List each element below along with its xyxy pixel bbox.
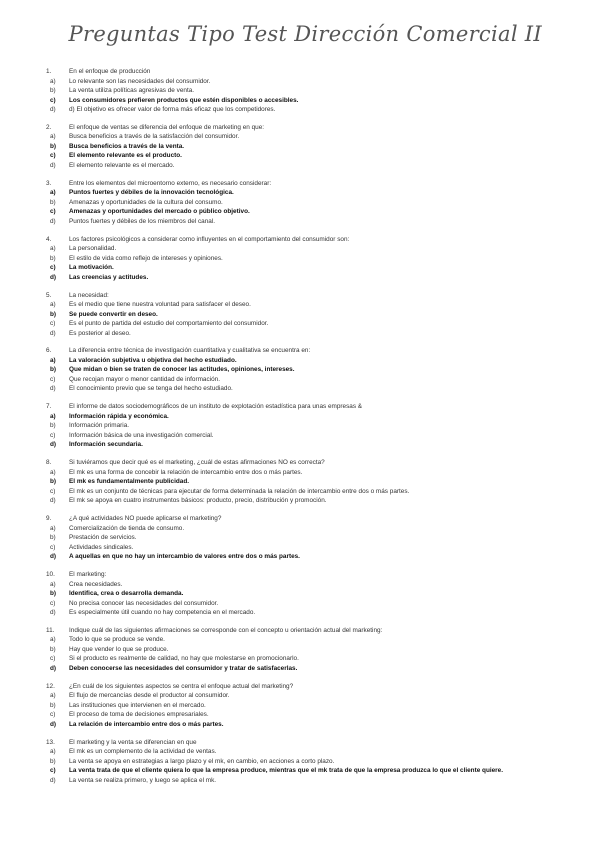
question-block xyxy=(46,738,588,786)
option-letter: a) xyxy=(50,301,56,309)
question-line xyxy=(46,123,588,133)
option-letter: b) xyxy=(50,198,56,206)
question-block xyxy=(46,67,588,115)
question-block xyxy=(46,235,588,283)
answer-option xyxy=(46,77,588,87)
question-block xyxy=(46,123,588,171)
option-letter: b) xyxy=(50,590,57,598)
option-text: Las instituciones que intervienen en el mercado. xyxy=(69,701,206,709)
option-text: Es el punto de partida del estudio del comportamiento del consumidor. xyxy=(69,320,269,328)
option-text: Información rápida y económica. xyxy=(69,412,169,420)
answer-option-correct xyxy=(46,412,588,422)
option-letter: a) xyxy=(50,77,56,85)
question-block xyxy=(46,682,588,730)
option-text: d) El objetivo es ofrecer valor de forma más eficaz que los competidores. xyxy=(69,106,276,113)
option-text: La venta utiliza políticas agresivas de venta. xyxy=(69,87,195,94)
question-line xyxy=(46,458,588,468)
option-letter: c) xyxy=(50,599,56,607)
question-line xyxy=(46,291,588,301)
option-text: El mk es fundamentalmente publicidad. xyxy=(69,478,190,486)
question-line xyxy=(46,514,588,524)
answer-option xyxy=(46,645,588,655)
answer-option xyxy=(46,496,588,506)
option-text: El estilo de vida como reflejo de intereses y opiniones. xyxy=(69,254,223,262)
option-letter: d) xyxy=(50,161,56,169)
question-line xyxy=(46,682,588,692)
option-text: Es el medio que tiene nuestra voluntad para satisfacer el deseo. xyxy=(69,301,251,309)
option-letter: d) xyxy=(50,441,57,449)
question-text: Entre los elementos del microentorno externo, es necesario considerar: xyxy=(69,179,272,187)
option-text: El mk es un complemento de la actividad de ventas. xyxy=(69,748,217,756)
option-letter: b) xyxy=(50,422,56,430)
answer-option xyxy=(46,608,588,618)
option-letter: d) xyxy=(50,497,56,505)
answer-option-correct xyxy=(46,766,588,776)
question-number: 9. xyxy=(46,515,52,523)
option-text: Que midan o bien se traten de conocer las actitudes, opiniones, intereses. xyxy=(69,366,295,374)
answer-option xyxy=(46,776,588,786)
question-line xyxy=(46,67,588,77)
option-text: Busca beneficios a través de la venta. xyxy=(69,142,185,150)
option-letter: c) xyxy=(50,487,56,495)
answer-option xyxy=(46,217,588,227)
answer-option-correct xyxy=(46,664,588,674)
option-text: Busca beneficios a través de la satisfacción del consumidor. xyxy=(69,133,240,141)
answer-option xyxy=(46,487,588,497)
option-text: La venta trata de que el cliente quiera lo que la empresa produce, mientras que el mk trata de que la empresa produzca lo que el cliente quiere. xyxy=(69,767,503,775)
option-text: Se puede convertir en deseo. xyxy=(69,310,158,318)
option-text: Puntos fuertes y débiles de los miembros del canal. xyxy=(69,217,215,225)
answer-option-correct xyxy=(46,310,588,320)
option-letter: a) xyxy=(50,412,56,420)
option-text: Todo lo que se produce se vende. xyxy=(69,636,165,644)
answer-option xyxy=(46,654,588,664)
option-text: Las creencias y actitudes. xyxy=(69,273,149,281)
option-letter: c) xyxy=(50,96,56,104)
answer-option xyxy=(46,244,588,254)
question-line xyxy=(46,402,588,412)
answer-option xyxy=(46,86,588,96)
question-number: 8. xyxy=(46,459,52,467)
answer-option-correct xyxy=(46,589,588,599)
question-number: 2. xyxy=(46,123,52,131)
question-block xyxy=(46,346,588,394)
option-text: Si el producto es realmente de calidad, no hay que molestarse en promocionarlo. xyxy=(69,655,299,663)
answer-option xyxy=(46,533,588,543)
question-number: 10. xyxy=(46,571,55,579)
question-text: En el enfoque de producción xyxy=(69,68,151,75)
option-text: Lo relevante son las necesidades del consumidor. xyxy=(69,77,211,85)
option-letter: a) xyxy=(50,468,56,476)
question-block xyxy=(46,291,588,339)
option-letter: a) xyxy=(50,748,56,756)
option-text: La venta se apoya en estrategias a largo plazo y el mk, en cambio, en acciones a corto plazo. xyxy=(69,757,335,765)
option-letter: b) xyxy=(50,254,56,262)
answer-option xyxy=(46,710,588,720)
option-text: Crea necesidades. xyxy=(69,580,123,588)
answer-option-correct xyxy=(46,273,588,283)
question-text: ¿En cuál de los siguientes aspectos se centra el enfoque actual del marketing? xyxy=(69,682,294,690)
answer-option xyxy=(46,384,588,394)
option-letter: d) xyxy=(50,329,56,337)
option-text: Información secundaria. xyxy=(69,441,143,449)
answer-option xyxy=(46,132,588,142)
option-text: Información primaria. xyxy=(69,422,130,430)
answer-option xyxy=(46,635,588,645)
option-letter: d) xyxy=(50,664,57,672)
option-text: A aquellas en que no hay un intercambio de valores entre dos o más partes. xyxy=(69,553,300,561)
answer-option-correct xyxy=(46,263,588,273)
option-letter: c) xyxy=(50,208,56,216)
question-number: 12. xyxy=(46,682,55,690)
answer-option-correct xyxy=(46,477,588,487)
answer-option xyxy=(46,747,588,757)
question-block xyxy=(46,570,588,618)
answer-option-correct xyxy=(46,552,588,562)
question-number: 1. xyxy=(46,68,52,75)
question-text: Si tuviéramos que decir qué es el marketing, ¿cuál de estas afirmaciones NO es correcta? xyxy=(69,459,325,467)
option-letter: d) xyxy=(50,273,57,281)
option-text: El elemento relevante es el producto. xyxy=(69,152,182,160)
question-block xyxy=(46,458,588,506)
option-text: El mk es un conjunto de técnicas para ejecutar de forma determinada la relación de intercambio entre dos o más partes. xyxy=(69,487,410,495)
option-letter: d) xyxy=(50,385,56,393)
answer-option xyxy=(46,431,588,441)
answer-option xyxy=(46,701,588,711)
option-text: La venta se realiza primero, y luego se aplica el mk. xyxy=(69,776,217,784)
option-text: No precisa conocer las necesidades del consumidor. xyxy=(69,599,219,607)
option-text: La relación de intercambio entre dos o más partes. xyxy=(69,720,224,728)
option-letter: b) xyxy=(50,757,56,765)
question-text: El informe de datos sociodemográficos de un instituto de explotación estadística para unas empresas & xyxy=(69,403,363,411)
answer-option-correct xyxy=(46,356,588,366)
answer-option-correct xyxy=(46,188,588,198)
option-letter: a) xyxy=(50,524,56,532)
option-letter: c) xyxy=(50,767,56,775)
option-letter: c) xyxy=(50,152,56,160)
answer-option xyxy=(46,300,588,310)
question-text: La diferencia entre técnica de investigación cuantitativa y cualitativa se encuentra en: xyxy=(69,347,311,355)
answer-option xyxy=(46,468,588,478)
question-line xyxy=(46,235,588,245)
question-text: La necesidad: xyxy=(69,291,109,299)
option-letter: c) xyxy=(50,543,56,551)
option-letter: d) xyxy=(50,776,56,784)
option-letter: b) xyxy=(50,87,56,94)
option-text: La valoración subjetiva u objetiva del hecho estudiado. xyxy=(69,356,237,364)
option-text: El elemento relevante es el mercado. xyxy=(69,161,175,169)
question-text: El marketing y la venta se diferencian en que xyxy=(69,738,197,746)
answer-option-correct xyxy=(46,207,588,217)
answer-option-correct xyxy=(46,365,588,375)
option-letter: c) xyxy=(50,431,56,439)
answer-option xyxy=(46,543,588,553)
option-text: El mk se apoya en cuatro instrumentos básicos: producto, precio, distribución y promoción. xyxy=(69,497,327,505)
option-text: El flujo de mercancías desde el productor al consumidor. xyxy=(69,692,230,700)
option-letter: a) xyxy=(50,189,56,197)
option-letter: a) xyxy=(50,580,56,588)
option-text: Es posterior al deseo. xyxy=(69,329,131,337)
option-letter: c) xyxy=(50,655,56,663)
answer-option xyxy=(46,375,588,385)
option-text: Información básica de una investigación comercial. xyxy=(69,431,214,439)
option-letter: a) xyxy=(50,133,56,141)
option-text: El proceso de toma de decisiones empresariales. xyxy=(69,711,209,719)
option-text: Identifica, crea o desarrolla demanda. xyxy=(69,590,184,598)
option-text: Deben conocerse las necesidades del consumidor y tratar de satisfacerlas. xyxy=(69,664,298,672)
option-text: Comercialización de tienda de consumo. xyxy=(69,524,185,532)
option-letter: a) xyxy=(50,356,56,364)
answer-option xyxy=(46,254,588,264)
option-text: Actividades sindicales. xyxy=(69,543,134,551)
option-text: Amenazas y oportunidades de la cultura del consumo. xyxy=(69,198,223,206)
question-text: Los factores psicológicos a considerar como influyentes en el comportamiento del consumidor son: xyxy=(69,235,350,243)
option-letter: b) xyxy=(50,366,57,374)
question-line xyxy=(46,179,588,189)
option-text: El conocimiento previo que se tenga del hecho estudiado. xyxy=(69,385,233,393)
option-text: La motivación. xyxy=(69,264,114,272)
option-letter: d) xyxy=(50,720,57,728)
question-block xyxy=(46,402,588,450)
page-title: Preguntas Tipo Test Dirección Comercial II xyxy=(68,22,542,46)
option-letter: b) xyxy=(50,645,56,653)
question-block xyxy=(46,514,588,562)
answer-option xyxy=(46,161,588,171)
question-number: 13. xyxy=(46,738,55,746)
answer-option xyxy=(46,421,588,431)
answer-option-correct xyxy=(46,96,588,106)
option-letter: b) xyxy=(50,701,56,709)
answer-option-correct xyxy=(46,151,588,161)
option-text: La personalidad. xyxy=(69,245,117,253)
answer-option xyxy=(46,580,588,590)
question-line xyxy=(46,626,588,636)
question-text: ¿A qué actividades NO puede aplicarse el marketing? xyxy=(69,515,222,523)
option-text: Los consumidores prefieren productos que estén disponibles o accesibles. xyxy=(69,96,299,104)
answer-option-correct xyxy=(46,142,588,152)
option-letter: d) xyxy=(50,106,56,113)
option-text: Hay que vender lo que se produce. xyxy=(69,645,169,653)
question-number: 3. xyxy=(46,179,52,187)
question-line xyxy=(46,738,588,748)
question-list xyxy=(46,67,588,794)
question-number: 11. xyxy=(46,626,55,634)
option-letter: d) xyxy=(50,217,56,225)
answer-option xyxy=(46,198,588,208)
answer-option xyxy=(46,105,588,115)
option-text: Es especialmente útil cuando no hay competencia en el mercado. xyxy=(69,609,256,617)
answer-option-correct xyxy=(46,720,588,730)
option-letter: c) xyxy=(50,264,56,272)
question-block xyxy=(46,179,588,227)
answer-option xyxy=(46,524,588,534)
question-text: El enfoque de ventas se diferencia del enfoque de marketing en que: xyxy=(69,123,265,131)
question-text: Indique cuál de las siguientes afirmaciones se corresponde con el concepto u orientación actual del marketing: xyxy=(69,626,383,634)
answer-option xyxy=(46,757,588,767)
answer-option xyxy=(46,319,588,329)
question-block xyxy=(46,626,588,674)
question-number: 6. xyxy=(46,347,52,355)
answer-option-correct xyxy=(46,440,588,450)
option-letter: b) xyxy=(50,142,57,150)
option-text: Amenazas y oportunidades del mercado o público objetivo. xyxy=(69,208,250,216)
question-number: 7. xyxy=(46,403,52,411)
option-letter: b) xyxy=(50,310,57,318)
question-number: 5. xyxy=(46,291,52,299)
option-letter: c) xyxy=(50,320,56,328)
option-text: Que recojan mayor o menor cantidad de información. xyxy=(69,375,220,383)
answer-option xyxy=(46,329,588,339)
option-letter: a) xyxy=(50,245,56,253)
question-line xyxy=(46,346,588,356)
question-number: 4. xyxy=(46,235,52,243)
option-letter: b) xyxy=(50,534,56,542)
answer-option xyxy=(46,599,588,609)
option-text: Puntos fuertes y débiles de la innovación tecnológica. xyxy=(69,189,234,197)
option-letter: c) xyxy=(50,711,56,719)
question-line xyxy=(46,570,588,580)
option-text: Prestación de servicios. xyxy=(69,534,137,542)
option-letter: d) xyxy=(50,609,56,617)
option-letter: c) xyxy=(50,375,56,383)
option-letter: a) xyxy=(50,692,56,700)
question-text: El marketing: xyxy=(69,571,107,579)
answer-option xyxy=(46,691,588,701)
option-text: El mk es una forma de concebir la relación de intercambio entre dos o más partes. xyxy=(69,468,303,476)
option-letter: d) xyxy=(50,553,57,561)
option-letter: a) xyxy=(50,636,56,644)
option-letter: b) xyxy=(50,478,57,486)
